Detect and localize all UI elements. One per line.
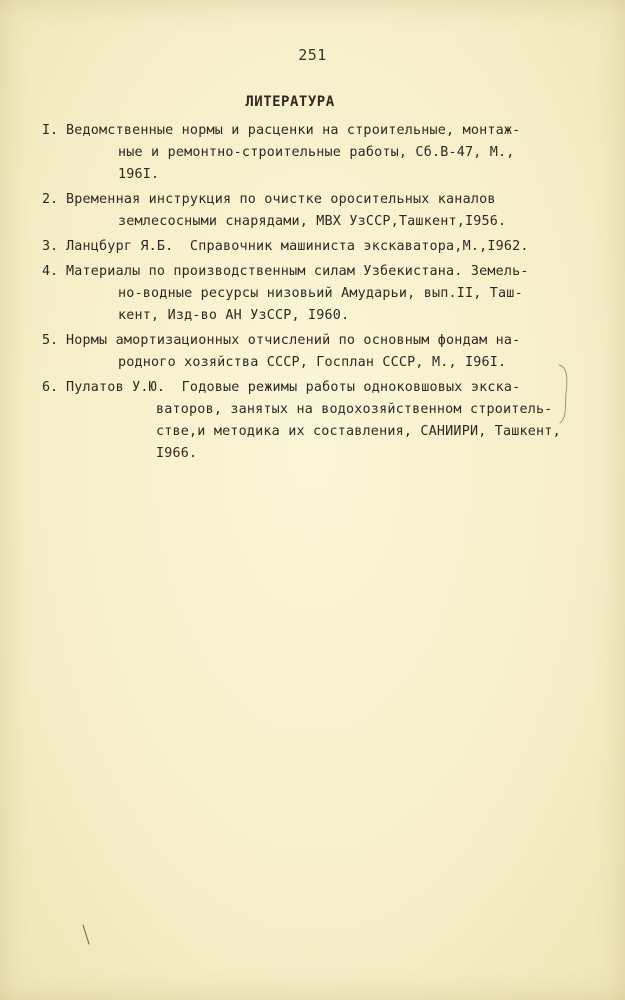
page-number: 251 bbox=[298, 46, 327, 64]
reference-number: 2. bbox=[42, 192, 59, 207]
reference-item-2 bbox=[42, 189, 582, 233]
reference-line: стве,и методика их составления, САНИИРИ, Ташкент, bbox=[156, 424, 561, 439]
reference-line: но-водные ресурсы низовьий Амударьи, вып.II, Таш- bbox=[118, 286, 523, 301]
reference-line: Временная инструкция по очистке оросительных каналов bbox=[66, 192, 496, 207]
reference-line: 196I. bbox=[118, 167, 160, 182]
reference-item-1 bbox=[42, 120, 582, 186]
pencil-scratch-mark bbox=[82, 924, 90, 946]
reference-line: Материалы по производственным силам Узбекистана. Земель- bbox=[66, 264, 529, 279]
reference-item-5 bbox=[42, 330, 582, 374]
reference-line: Ведомственные нормы и расценки на строительные, монтаж- bbox=[66, 123, 521, 138]
reference-number: 6. bbox=[42, 380, 59, 395]
reference-number: 5. bbox=[42, 333, 59, 348]
reference-line: ваторов, занятых на водохозяйственном строитель- bbox=[156, 402, 553, 417]
reference-line: Пулатов У.Ю. Годовые режимы работы одноковшовых экска- bbox=[66, 380, 521, 395]
reference-item-6 bbox=[42, 377, 582, 465]
reference-line: землесосными снарядами, МВХ УзССР,Ташкент,I956. bbox=[118, 214, 507, 229]
section-heading: ЛИТЕРАТУРА bbox=[245, 94, 335, 110]
reference-line: Ланцбург Я.Б. Справочник машиниста экскаватора,М.,I962. bbox=[66, 239, 529, 254]
reference-line: кент, Изд-во АН УзССР, I960. bbox=[118, 308, 350, 323]
reference-line: родного хозяйства СССР, Госплан СССР, М., I96I. bbox=[118, 355, 507, 370]
reference-number: I. bbox=[42, 123, 59, 138]
reference-item-3 bbox=[42, 236, 582, 258]
reference-line: I966. bbox=[156, 446, 198, 461]
reference-number: 4. bbox=[42, 264, 59, 279]
reference-line: ные и ремонтно-строительные работы, Сб.В-47, М., bbox=[118, 145, 515, 160]
reference-item-4 bbox=[42, 261, 582, 327]
reference-line: Нормы амортизационных отчислений по основным фондам на- bbox=[66, 333, 521, 348]
reference-number: 3. bbox=[42, 239, 59, 254]
reference-list bbox=[42, 120, 582, 468]
